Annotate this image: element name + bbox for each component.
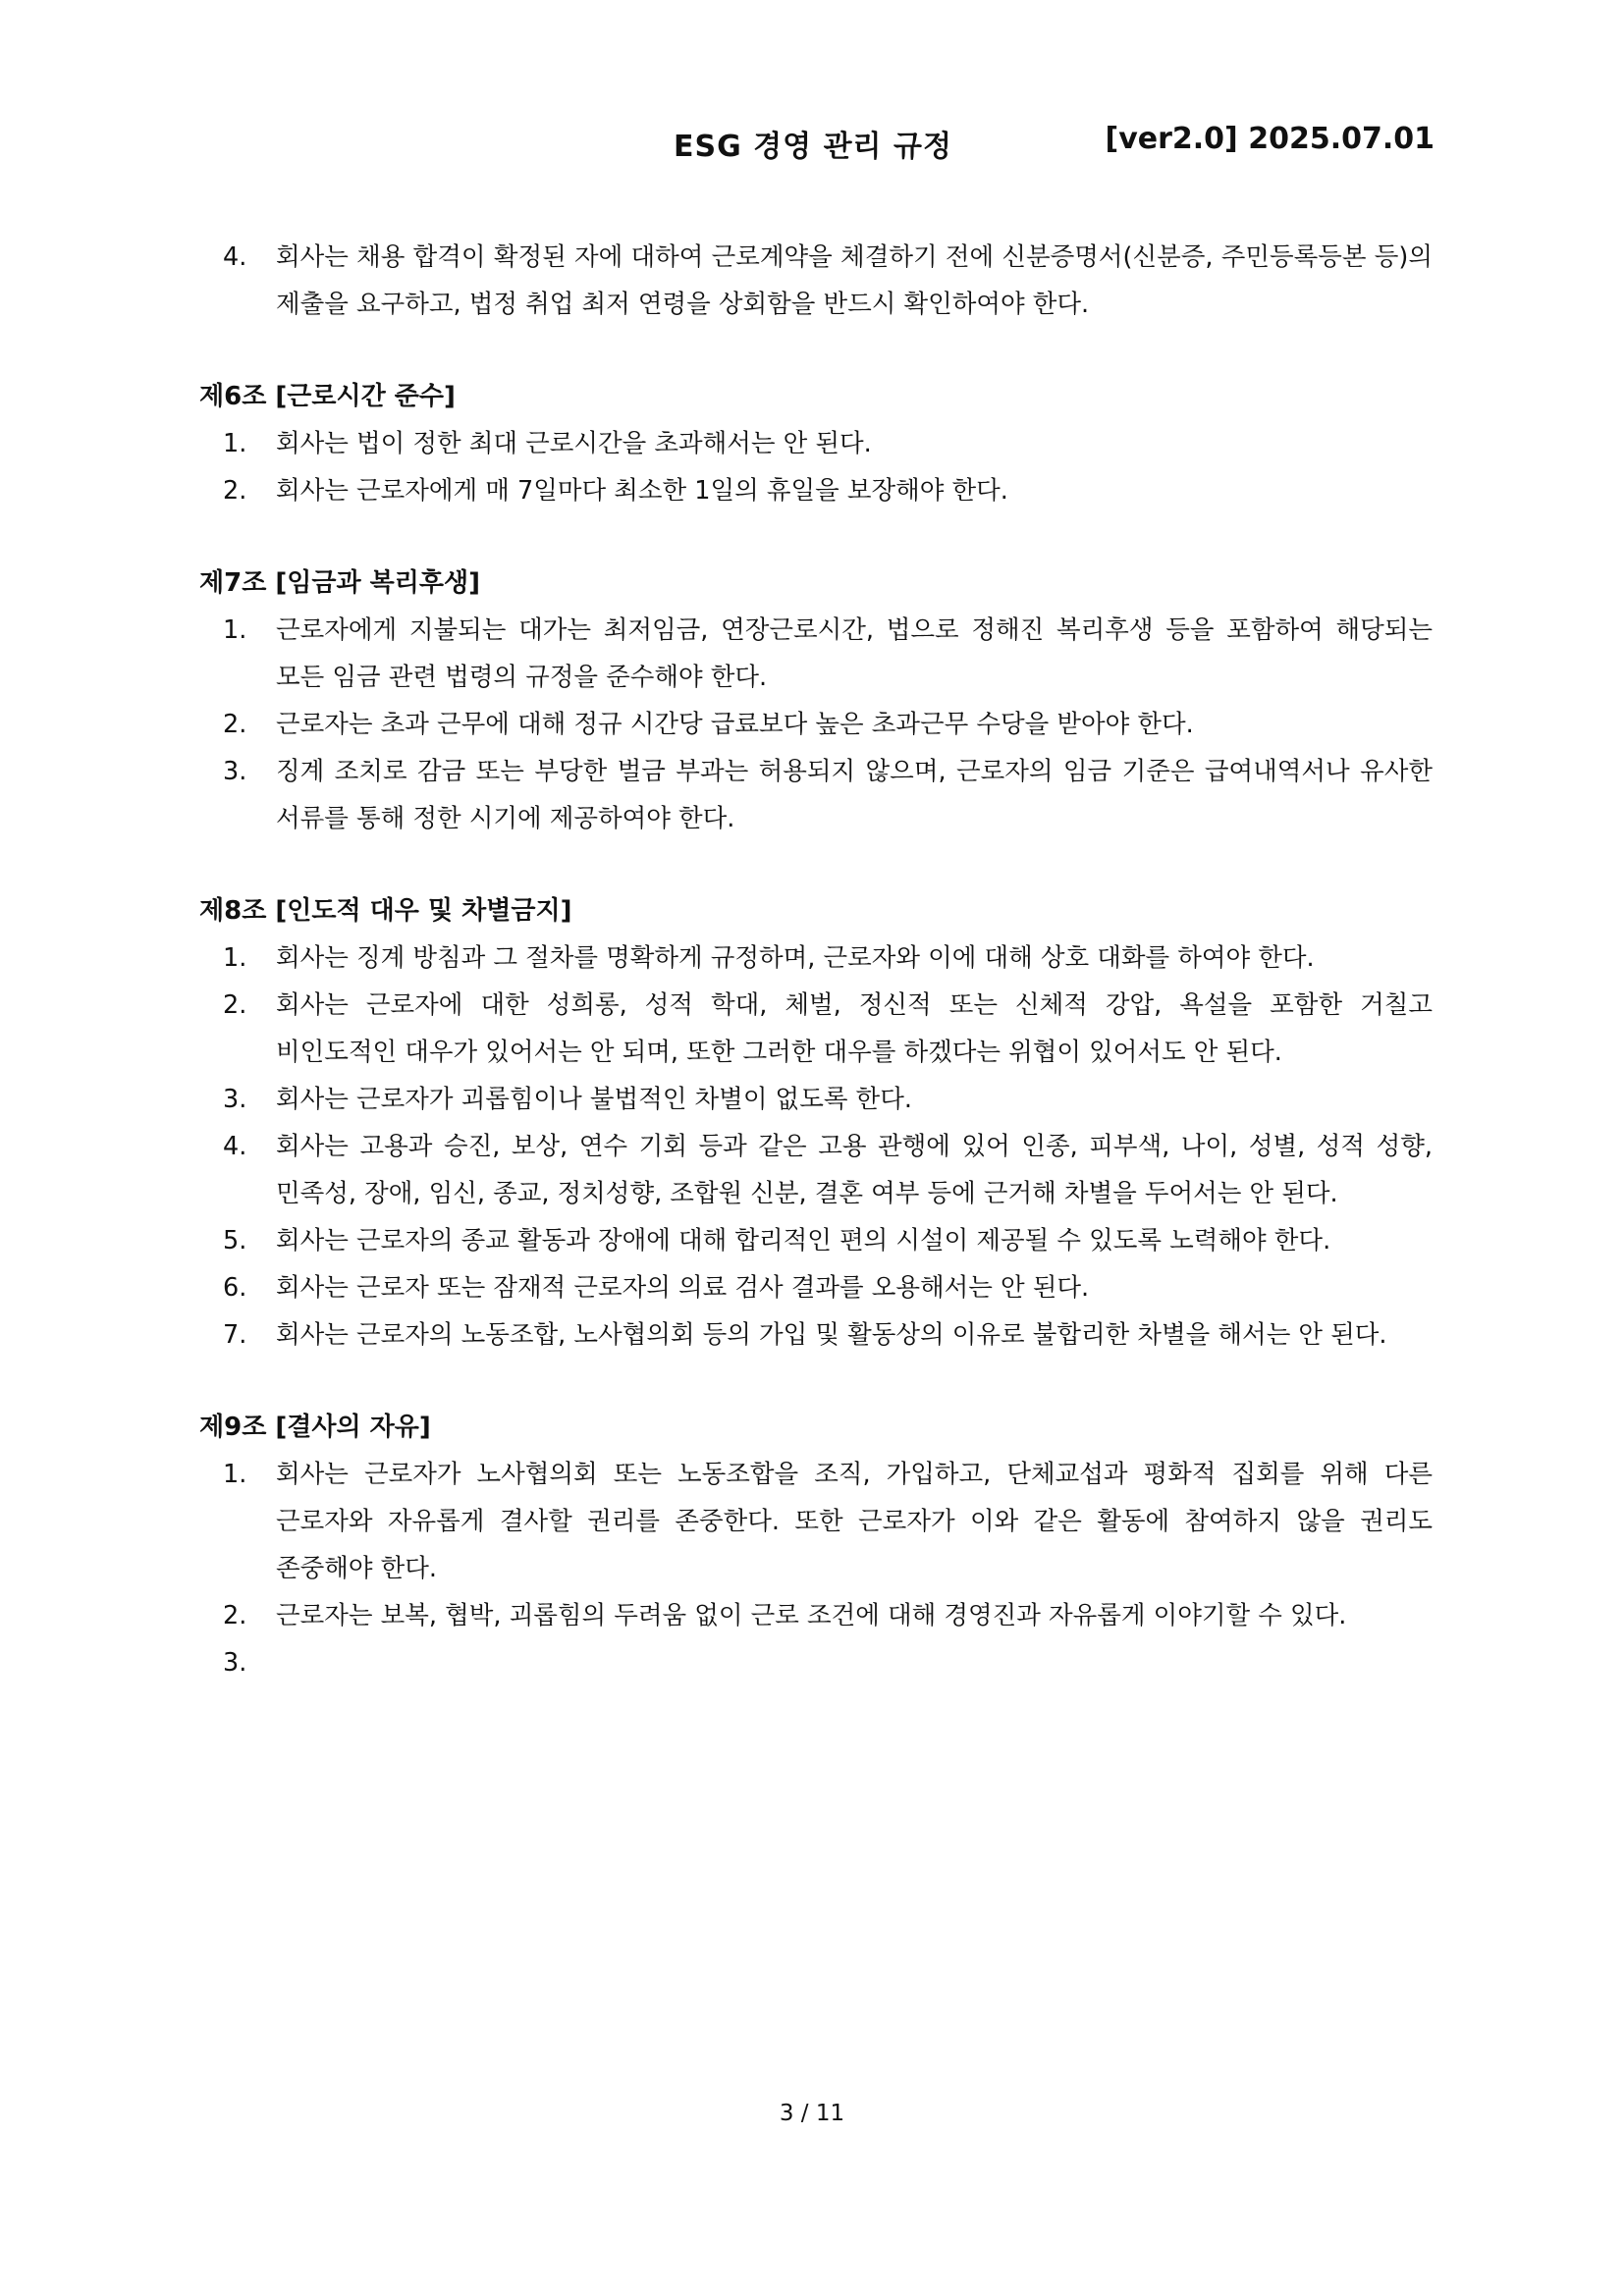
item-number: 2. [223,476,247,506]
item-text: 근로자는 보복, 협박, 괴롭힘의 두려움 없이 근로 조건에 대해 경영진과 자유롭게 이야기할 수 있다. [276,1601,1347,1630]
article-7 [199,560,1433,842]
article-title: 제8조 [인도적 대우 및 차별금지] [199,896,572,926]
article-6 [199,373,1433,514]
list-item [199,982,1433,1076]
item-text: 회사는 근로자에 대한 성희롱, 성적 학대, 체벌, 정신적 또는 신체적 강압, 욕설을 포함한 거칠고 비인도적인 대우가 있어서는 안 되며, 또한 그러한 대우를 하겠다는 위협이 있어서도 안 된다. [276,990,1433,1067]
document-body [199,234,1433,1686]
item-number: 7. [223,1320,247,1350]
item-text: 회사는 징계 방침과 그 절차를 명확하게 규정하며, 근로자와 이에 대해 상호 대화를 하여야 한다. [276,943,1315,973]
item-text: 회사는 근로자가 괴롭힘이나 불법적인 차별이 없도록 한다. [276,1085,912,1114]
item-text: 회사는 근로자에게 매 7일마다 최소한 1일의 휴일을 보장해야 한다. [276,476,1008,506]
item-text: 근로자에게 지불되는 대가는 최저임금, 연장근로시간, 법으로 정해진 복리후생 등을 포함하여 해당되는 모든 임금 관련 법령의 규정을 준수해야 한다. [276,615,1433,692]
page-header [0,122,1624,169]
list-item [199,234,1433,328]
item-text: 회사는 법이 정한 최대 근로시간을 초과해서는 안 된다. [276,429,872,458]
item-number: 2. [223,710,247,739]
list-item [199,1264,1433,1311]
item-text: 회사는 근로자 또는 잠재적 근로자의 의료 검사 결과를 오용해서는 안 된다. [276,1273,1090,1303]
item-number: 5. [223,1226,247,1255]
list-item [199,1217,1433,1264]
item-text: 징계 조치로 감금 또는 부당한 벌금 부과는 허용되지 않으며, 근로자의 임금 기준은 급여내역서나 유사한 서류를 통해 정한 시기에 제공하여야 한다. [276,757,1433,833]
item-number: 2. [223,1601,247,1630]
item-number: 3. [223,1085,247,1114]
list-item [199,934,1433,982]
item-number: 4. [223,242,247,272]
item-number: 6. [223,1273,247,1303]
list-item [199,1123,1433,1217]
item-number: 1. [223,429,247,458]
list-item [199,1451,1433,1592]
article-9 [199,1404,1433,1686]
list-item [199,748,1433,842]
item-number: 1. [223,615,247,645]
document-title: ESG 경영 관리 규정 [674,130,952,164]
list-item [199,1592,1433,1639]
list-item [199,467,1433,514]
item-text: 회사는 고용과 승진, 보상, 연수 기회 등과 같은 고용 관행에 있어 인종, 피부색, 나이, 성별, 성적 성향, 민족성, 장애, 임신, 종교, 정치성향, 조합원 신분, 결혼 여부 등에 근거해 차별을 두어서는 안 된다. [276,1132,1433,1208]
item-text: 회사는 채용 합격이 확정된 자에 대하여 근로계약을 체결하기 전에 신분증명서(신분증, 주민등록등본 등)의 제출을 요구하고, 법정 취업 최저 연령을 상회함을 반드시 확인하여야 한다. [276,242,1433,319]
list-item [199,1639,1433,1686]
list-item [199,1311,1433,1359]
list-item [199,420,1433,467]
article-title: 제7조 [임금과 복리후생] [199,568,481,598]
item-number: 1. [223,943,247,973]
list-item [199,1076,1433,1123]
item-text: 회사는 근로자의 종교 활동과 장애에 대해 합리적인 편의 시설이 제공될 수 있도록 노력해야 한다. [276,1226,1331,1255]
item-number: 2. [223,990,247,1020]
article-8 [199,887,1433,1359]
item-text: 회사는 근로자가 노사협의회 또는 노동조합을 조직, 가입하고, 단체교섭과 평화적 집회를 위해 다른 근로자와 자유롭게 결사할 권리를 존중한다. 또한 근로자가 이와 같은 활동에 참여하지 않을 권리도 존중해야 한다. [276,1460,1433,1583]
item-number: 3. [223,1648,247,1678]
item-number: 4. [223,1132,247,1161]
item-number: 1. [223,1460,247,1489]
list-item [199,607,1433,701]
article-title: 제9조 [결사의 자유] [199,1413,431,1442]
item-text: 근로자는 초과 근무에 대해 정규 시간당 급료보다 높은 초과근무 수당을 받아야 한다. [276,710,1194,739]
article-title: 제6조 [근로시간 준수] [199,382,456,411]
item-number: 3. [223,757,247,786]
page-number: 3 / 11 [779,2101,845,2126]
document-version: [ver2.0] 2025.07.01 [1105,122,1435,156]
item-text: 회사는 근로자의 노동조합, 노사협의회 등의 가입 및 활동상의 이유로 불합리한 차별을 해서는 안 된다. [276,1320,1387,1350]
list-item [199,701,1433,748]
